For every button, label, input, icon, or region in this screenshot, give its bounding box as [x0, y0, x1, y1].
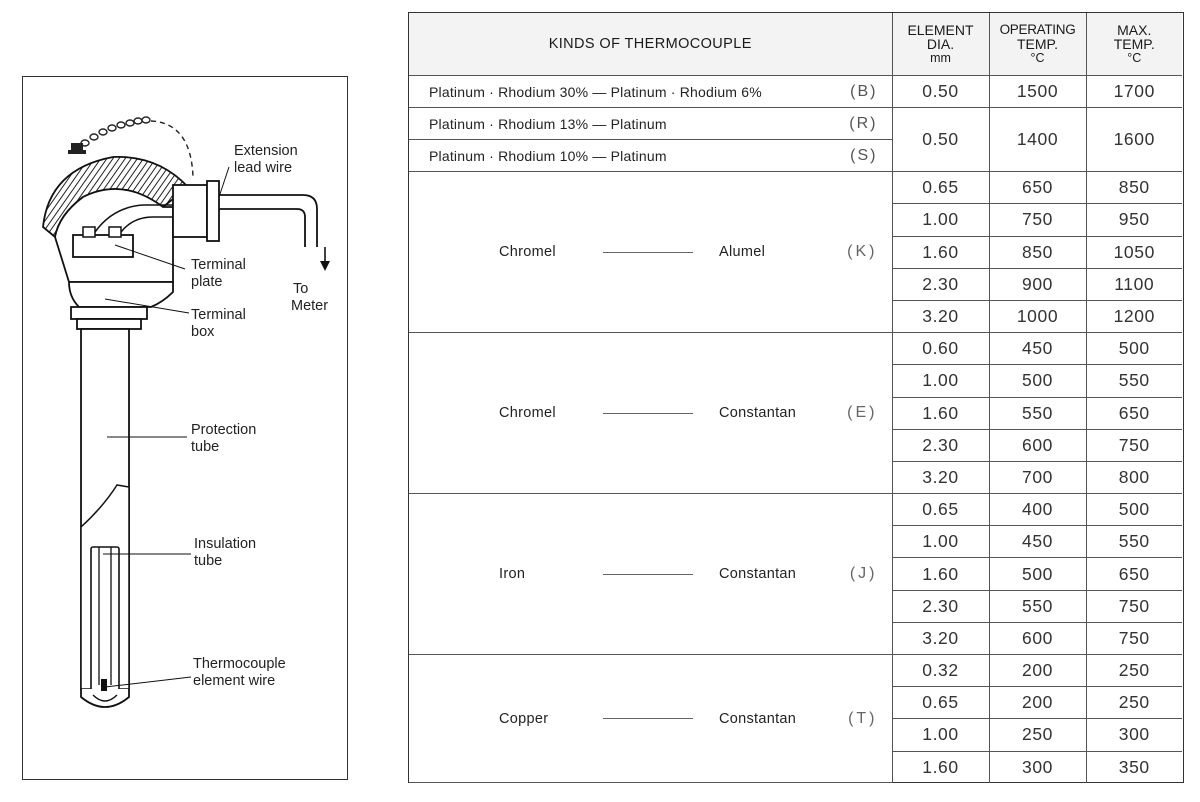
kind-code: (E) — [847, 404, 878, 422]
operating-temp-cell: 1500 — [989, 76, 1086, 108]
max-temp-cell: 1600 — [1086, 108, 1182, 172]
kind-dash — [603, 413, 693, 414]
max-temp-cell: 750 — [1086, 590, 1182, 622]
terminal-plate-label: Terminal plate — [191, 257, 246, 290]
kind-element-b: Constantan — [719, 710, 797, 727]
max-temp-cell: 250 — [1086, 687, 1182, 719]
max-temp-cell: 650 — [1086, 558, 1182, 590]
operating-temp-cell: 250 — [989, 719, 1086, 751]
kind-dash — [603, 718, 693, 719]
thermocouple-kind-cell — [409, 108, 892, 172]
kind-code: (K) — [847, 243, 878, 261]
thermocouple-kind-cell — [409, 655, 892, 783]
kind-element-b: Constantan — [719, 405, 797, 422]
operating-temp-cell: 1000 — [989, 300, 1086, 332]
thermocouple-kind-cell — [409, 76, 892, 108]
kind-dash — [603, 252, 693, 253]
element-dia-cell: 0.50 — [892, 76, 989, 108]
cap-chain — [81, 117, 150, 146]
element-dia-cell: 2.30 — [892, 429, 989, 461]
element-dia-cell: 1.60 — [892, 236, 989, 268]
element-dia-cell: 1.00 — [892, 204, 989, 236]
header-element-dia: ELEMENT DIA. mm — [892, 13, 989, 76]
table-row — [409, 655, 1182, 687]
thermocouple-spec-table — [409, 13, 1182, 783]
element-dia-cell: 1.00 — [892, 365, 989, 397]
table-row — [409, 494, 1182, 526]
kind-code: (T) — [848, 709, 878, 727]
kind-element-a: Chromel — [499, 405, 556, 422]
max-temp-cell: 500 — [1086, 333, 1182, 365]
max-temp-cell: 850 — [1086, 172, 1182, 204]
table-header-row — [409, 13, 1182, 76]
operating-temp-cell: 900 — [989, 268, 1086, 300]
kind-code: (R) — [849, 114, 878, 132]
operating-temp-cell: 550 — [989, 590, 1086, 622]
insulation-tube-label: Insulation tube — [194, 536, 257, 569]
operating-temp-cell: 450 — [989, 333, 1086, 365]
max-temp-cell: 800 — [1086, 461, 1182, 493]
operating-temp-cell: 600 — [989, 429, 1086, 461]
table-row — [409, 333, 1182, 365]
to-meter-label: To Meter — [291, 281, 329, 314]
max-temp-cell: 500 — [1086, 494, 1182, 526]
kind-code: (B) — [850, 82, 878, 100]
kind-element-a: Iron — [499, 566, 526, 583]
max-temp-cell: 350 — [1086, 751, 1182, 783]
element-dia-cell: 0.65 — [892, 494, 989, 526]
element-dia-cell: 1.60 — [892, 751, 989, 783]
table-row — [409, 108, 1182, 172]
thermocouple-table — [408, 12, 1184, 783]
thermocouple-drawing — [23, 77, 349, 781]
thermocouple-kind-cell — [409, 172, 892, 333]
operating-temp-cell: 650 — [989, 172, 1086, 204]
operating-temp-cell: 500 — [989, 365, 1086, 397]
element-dia-cell: 3.20 — [892, 461, 989, 493]
header-max-temp: MAX. TEMP. °C — [1086, 13, 1182, 76]
element-dia-cell: 0.60 — [892, 333, 989, 365]
extension-lead-wire-label: Extension lead wire — [234, 143, 298, 176]
max-temp-cell: 550 — [1086, 365, 1182, 397]
operating-temp-cell: 750 — [989, 204, 1086, 236]
table-row — [409, 76, 1182, 108]
element-dia-cell: 2.30 — [892, 268, 989, 300]
max-temp-cell: 1700 — [1086, 76, 1182, 108]
kind-code: (S) — [850, 146, 878, 164]
operating-temp-cell: 1400 — [989, 108, 1086, 172]
max-temp-cell: 1050 — [1086, 236, 1182, 268]
max-temp-cell: 550 — [1086, 526, 1182, 558]
protection-tube-label: Protection tube — [191, 422, 257, 455]
header-operating-temp: OPERATING TEMP. °C — [989, 13, 1086, 76]
max-temp-cell: 1200 — [1086, 300, 1182, 332]
thermocouple-kind-cell — [409, 333, 892, 494]
max-temp-cell: 750 — [1086, 622, 1182, 654]
operating-temp-cell: 200 — [989, 655, 1086, 687]
element-dia-cell: 0.32 — [892, 655, 989, 687]
kind-element-b: Alumel — [719, 244, 766, 261]
operating-temp-cell: 450 — [989, 526, 1086, 558]
operating-temp-cell: 400 — [989, 494, 1086, 526]
operating-temp-cell: 300 — [989, 751, 1086, 783]
element-dia-cell: 1.00 — [892, 719, 989, 751]
max-temp-cell: 250 — [1086, 655, 1182, 687]
thermocouple-kind-cell — [409, 494, 892, 655]
element-dia-cell: 3.20 — [892, 622, 989, 654]
operating-temp-cell: 500 — [989, 558, 1086, 590]
element-wire-label: Thermocouple element wire — [193, 656, 286, 689]
max-temp-cell: 750 — [1086, 429, 1182, 461]
kind-element-a: Copper — [499, 710, 549, 727]
kind-description: Platinum · Rhodium 13% — Platinum — [429, 115, 667, 132]
element-dia-cell: 3.20 — [892, 300, 989, 332]
operating-temp-cell: 200 — [989, 687, 1086, 719]
table-row — [409, 172, 1182, 204]
kind-element-a: Chromel — [499, 244, 556, 261]
max-temp-cell: 1100 — [1086, 268, 1182, 300]
kind-element-b: Constantan — [719, 566, 797, 583]
kind-description: Platinum · Rhodium 10% — Platinum — [429, 147, 667, 164]
max-temp-cell: 300 — [1086, 719, 1182, 751]
kind-code: (J) — [849, 565, 878, 583]
operating-temp-cell: 850 — [989, 236, 1086, 268]
element-dia-cell: 2.30 — [892, 590, 989, 622]
max-temp-cell: 650 — [1086, 397, 1182, 429]
element-dia-cell: 1.60 — [892, 397, 989, 429]
kind-description: Platinum · Rhodium 30% — Platinum · Rhodium 6% — [429, 83, 762, 100]
element-dia-cell: 0.65 — [892, 687, 989, 719]
operating-temp-cell: 600 — [989, 622, 1086, 654]
element-dia-cell: 1.60 — [892, 558, 989, 590]
max-temp-cell: 950 — [1086, 204, 1182, 236]
thermocouple-diagram — [22, 76, 348, 780]
element-dia-cell: 1.00 — [892, 526, 989, 558]
operating-temp-cell: 700 — [989, 461, 1086, 493]
element-dia-cell: 0.50 — [892, 108, 989, 172]
header-kinds: KINDS OF THERMOCOUPLE — [409, 13, 892, 76]
element-dia-cell: 0.65 — [892, 172, 989, 204]
operating-temp-cell: 550 — [989, 397, 1086, 429]
kind-dash — [603, 574, 693, 575]
terminal-box-label: Terminal box — [191, 307, 246, 340]
